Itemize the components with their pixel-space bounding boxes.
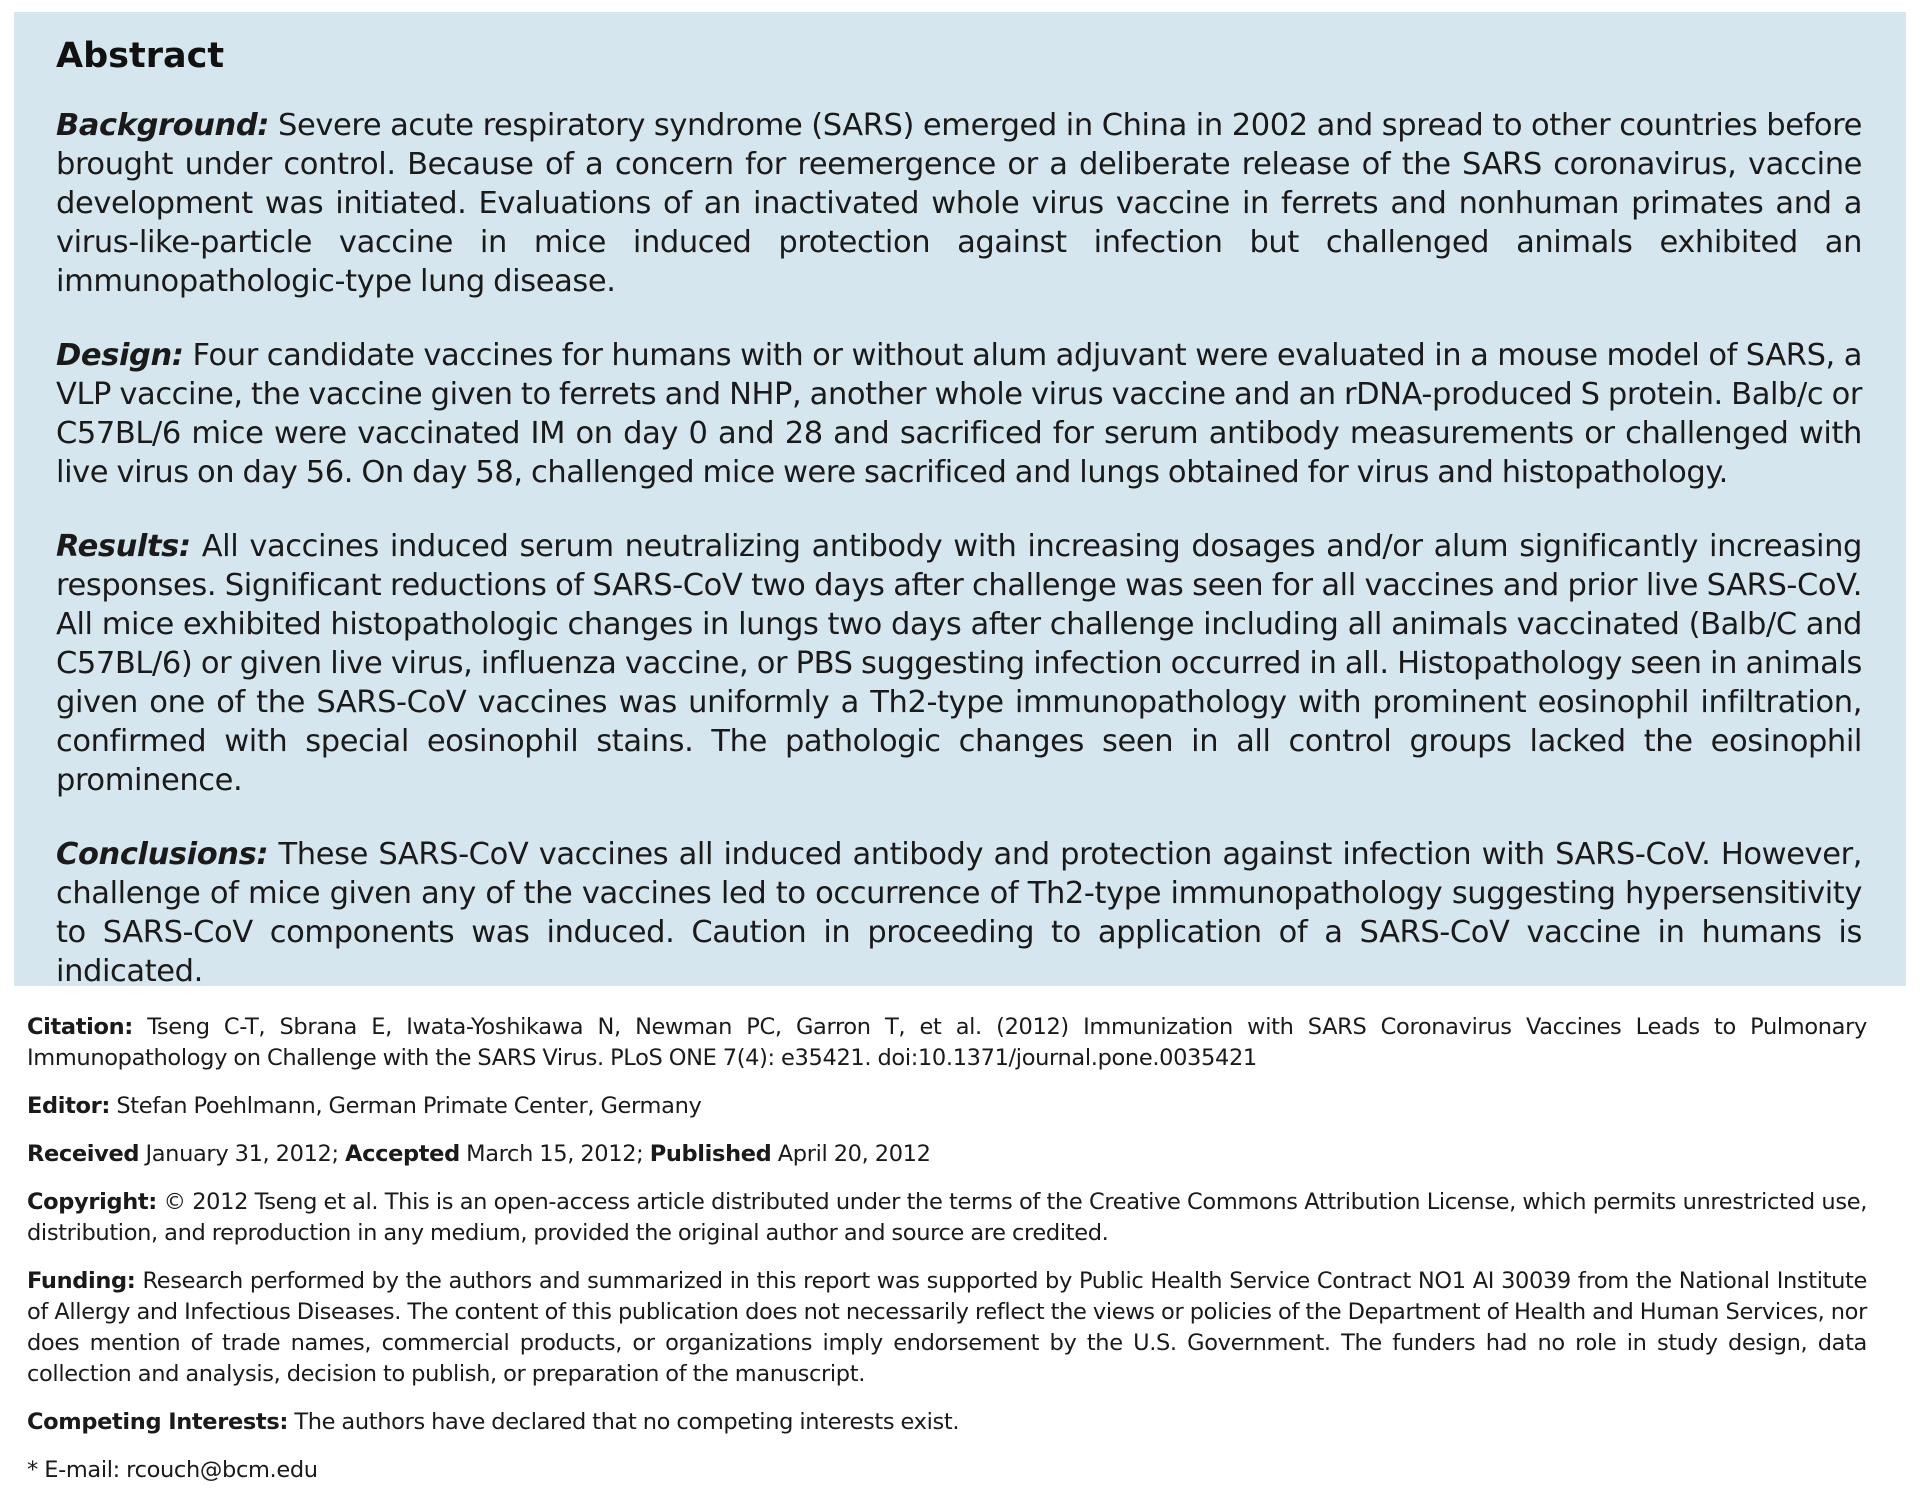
editor-text: Stefan Poehlmann, German Primate Center, Germany	[116, 1093, 702, 1119]
abstract-background	[56, 106, 1862, 301]
design-label: Design:	[56, 338, 184, 373]
background-label: Background:	[56, 108, 270, 143]
competing-label: Competing Interests:	[27, 1409, 289, 1435]
funding-text: Research performed by the authors and summarized in this report was supported by Public Health Service Contract NO1 AI 30039 from the National Institute of Allergy and Infectious Diseases. The content of this publication does not necessarily reflect the views or policies of the Department of Health and Human Services, nor does mention of trade names, commercial products, or organizations imply endorsement by the U.S. Government. The funders had no role in study design, data collection and analysis, decision to publish, or preparation of the manuscript.	[27, 1268, 1867, 1387]
copyright	[27, 1187, 1867, 1249]
abstract-results	[56, 527, 1862, 800]
article-metadata	[27, 1012, 1867, 1503]
accepted-label: Accepted	[345, 1141, 460, 1167]
citation	[27, 1012, 1867, 1074]
competing-interests	[27, 1407, 1867, 1438]
funding	[27, 1266, 1867, 1390]
received-label: Received	[27, 1141, 140, 1167]
competing-text: The authors have declared that no competing interests exist.	[294, 1409, 960, 1435]
abstract-box	[14, 12, 1906, 989]
abstract-conclusions	[56, 835, 1862, 991]
copyright-label: Copyright:	[27, 1189, 157, 1215]
background-text: Severe acute respiratory syndrome (SARS) emerged in China in 2002 and spread to other countries before brought under control. Because of a concern for reemergence or a deliberate release of the SARS coronavirus, vaccine development was initiated. Evaluations of an inactivated whole virus vaccine in ferrets and nonhuman primates and a virus-like-particle vaccine in mice induced protection against infection but challenged animals exhibited an immunopathologic-type lung disease.	[56, 108, 1862, 299]
design-text: Four candidate vaccines for humans with or without alum adjuvant were evaluated in a mouse model of SARS, a VLP vaccine, the vaccine given to ferrets and NHP, another whole virus vaccine and an rDNA-produced S protein. Balb/c or C57BL/6 mice were vaccinated IM on day 0 and 28 and sacrificed for serum antibody measurements or challenged with live virus on day 56. On day 58, challenged mice were sacrificed and lungs obtained for virus and histopathology.	[56, 338, 1863, 490]
abstract-design	[56, 336, 1862, 492]
accepted-date: March 15, 2012;	[466, 1141, 644, 1167]
results-label: Results:	[56, 529, 191, 564]
email-text: * E-mail: rcouch@bcm.edu	[27, 1457, 318, 1483]
publication-dates	[27, 1139, 1867, 1170]
published-date: April 20, 2012	[777, 1141, 931, 1167]
conclusions-label: Conclusions:	[56, 837, 269, 872]
citation-text: Tseng C-T, Sbrana E, Iwata-Yoshikawa N, Newman PC, Garron T, et al. (2012) Immunization with SARS Coronavirus Vaccines Leads to Pulmonary Immunopathology on Challenge with the SARS Virus. PLoS ONE 7(4): e35421. doi:10.1371/journal.pone.0035421	[27, 1014, 1867, 1071]
funding-label: Funding:	[27, 1268, 136, 1294]
corresponding-email	[27, 1455, 1867, 1486]
citation-label: Citation:	[27, 1014, 133, 1040]
copyright-text: © 2012 Tseng et al. This is an open-access article distributed under the terms of the Creative Commons Attribution License, which permits unrestricted use, distribution, and reproduction in any medium, provided the original author and source are credited.	[27, 1189, 1867, 1246]
conclusions-text: These SARS-CoV vaccines all induced antibody and protection against infection with SARS-CoV. However, challenge of mice given any of the vaccines led to occurrence of Th2-type immunopathology suggesting hypersensitivity to SARS-CoV components was induced. Caution in proceeding to application of a SARS-CoV vaccine in humans is indicated.	[56, 837, 1863, 989]
editor	[27, 1091, 1867, 1122]
results-text: All vaccines induced serum neutralizing antibody with increasing dosages and/or alum significantly increasing responses. Significant reductions of SARS-CoV two days after challenge was seen for all vaccines and prior live SARS-CoV. All mice exhibited histopathologic changes in lungs two days after challenge including all animals vaccinated (Balb/C and C57BL/6) or given live virus, influenza vaccine, or PBS suggesting infection occurred in all. Histopathology seen in animals given one of the SARS-CoV vaccines was uniformly a Th2-type immunopathology with prominent eosinophil infiltration, confirmed with special eosinophil stains. The pathologic changes seen in all control groups lacked the eosinophil prominence.	[56, 529, 1862, 798]
editor-label: Editor:	[27, 1093, 111, 1119]
published-label: Published	[649, 1141, 772, 1167]
received-date: January 31, 2012;	[145, 1141, 339, 1167]
abstract-heading: Abstract	[56, 36, 225, 76]
